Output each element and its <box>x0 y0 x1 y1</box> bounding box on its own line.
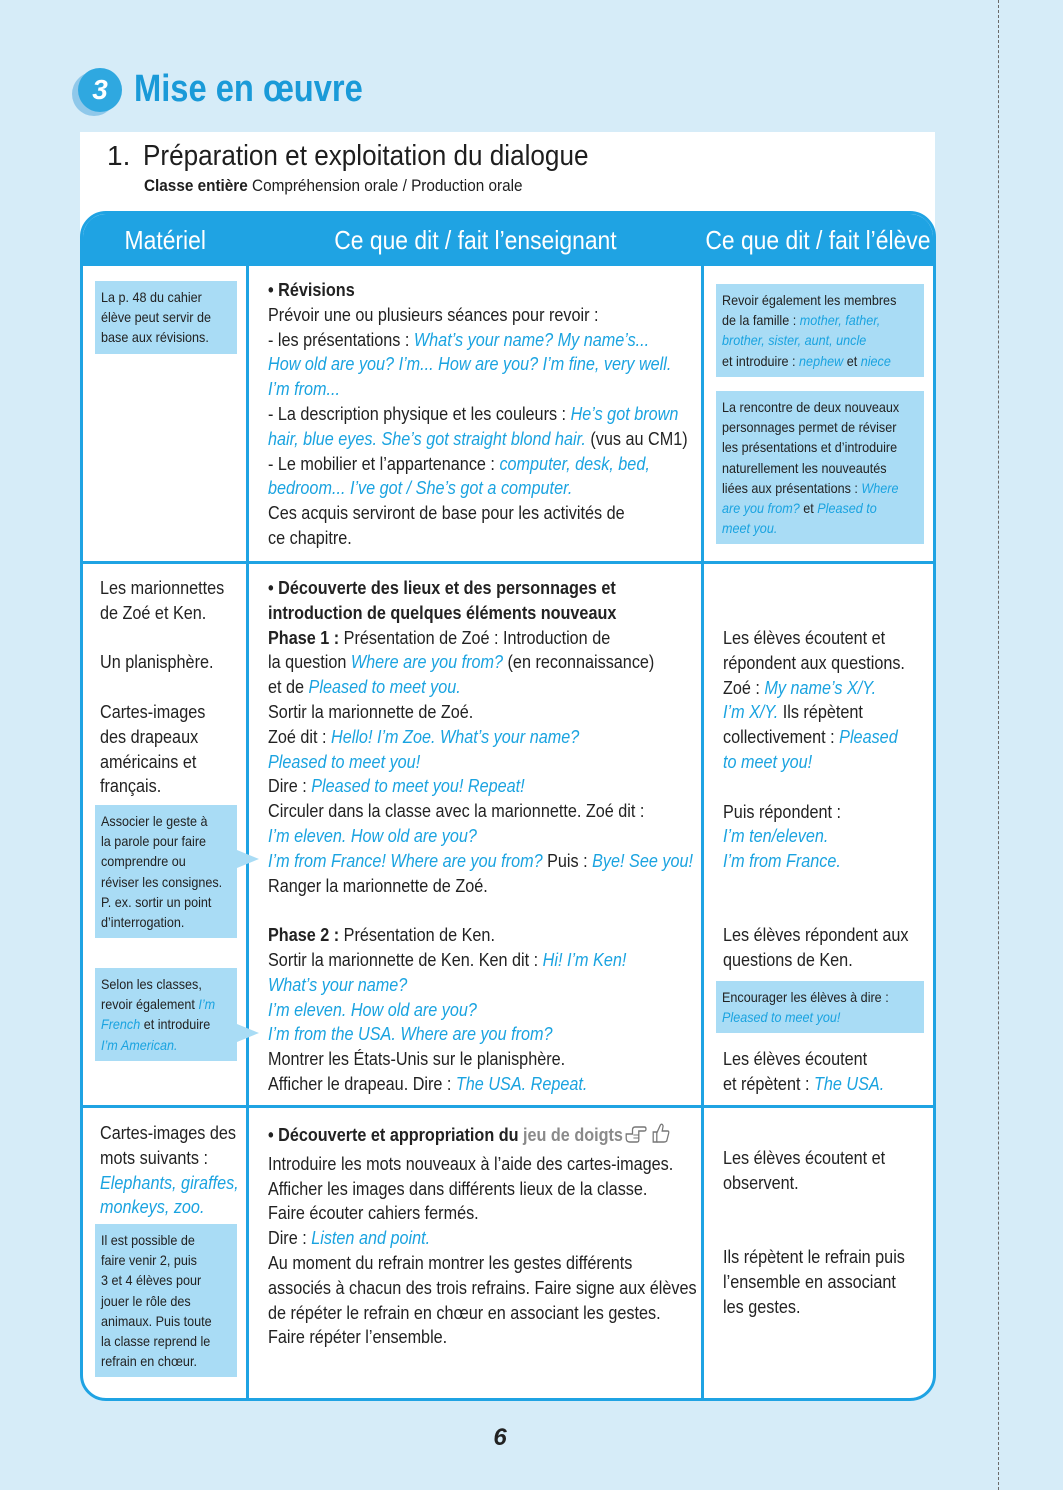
header-materiel: Matériel <box>124 224 207 255</box>
subsection-title: Préparation et exploitation du dialogue <box>143 140 589 172</box>
materiel-puppets: Les marionnettes de Zoé et Ken. Un planisphère. Cartes-images des drapeaux américains et français. <box>100 578 225 797</box>
student-repeat-usa: Les élèves écoutent et répètent : The USA. <box>723 1049 885 1094</box>
cut-line <box>998 0 999 1490</box>
teacher-revisions: • Révisions Prévoir une ou plusieurs séances pour revoir : - les présentations : What’s your name? My name’s... How old are you? I’m... How are you? I’m fine, very well. I’m from... - La description physique et les couleurs : He’s got brown hair, blue eyes. She’s got straight blond hair. (vus au CM1) - Le mobilier et l’appartenance : computer, desk, bed, bedroom... I’ve got / She’s got a computer. Ces acquis serviront de base pour les activités de ce chapitre. <box>268 280 688 548</box>
lesson-table <box>80 211 936 1401</box>
pointing-hand-icon <box>625 1122 648 1151</box>
student-note-family: Revoir également les membres de la famille : mother, father, brother, sister, aunt, uncle et introduire : nephew et niece <box>716 284 924 377</box>
subsection-number: 1. <box>107 140 131 171</box>
materiel-note-cahier: La p. 48 du cahier élève peut servir de base aux révisions. <box>95 281 237 354</box>
materiel-note-gesture: Associer le geste à la parole pour faire comprendre ou réviser les consignes. P. ex. sortir un point d’interrogation. <box>95 805 237 938</box>
table-header <box>83 214 933 266</box>
student-refrain: Ils répètent le refrain puis l’ensemble en associant les gestes. <box>723 1247 905 1317</box>
note-pointer <box>237 850 259 868</box>
teacher-decouverte: • Découverte des lieux et des personnages et introduction de quelques éléments nouveaux Phase 1 : Présentation de Zoé : Introduction de la question Where are you from? (en reconnaissance) et de Pleased to meet you. Sortir la marionnette de Zoé. Zoé dit : Hello! I’m Zoe. What’s your name? Pleased to meet you! Dire : Pleased to meet you! Repeat! Circuler dans la classe avec la marionnette. Zoé dit : I’m eleven. How old are you? I’m from France! Where are you from? Puis : Bye! See you! Ranger la marionnette de Zoé. Phase 2 : Présentation de Ken. Sortir la marionnette de Ken. Ken dit : Hi! I’m Ken! What’s your name? I’m eleven. How old are you? I’m from the USA. Where are you from? Montrer les États-Unis sur le planisphère. Afficher le drapeau. Dire : The USA. Repeat. <box>268 578 693 1094</box>
student-note-presentations: La rencontre de deux nouveaux personnages permet de réviser les présentations et d’introduire naturellement les nouveautés liées aux présentations : Where are you from? et Pleased to meet you. <box>716 391 924 544</box>
student-note-encourage: Encourager les élèves à dire : Pleased to meet you! <box>716 981 924 1033</box>
note-pointer <box>237 1024 259 1042</box>
student-phase2: Les élèves répondent aux questions de Ken. <box>723 925 909 970</box>
materiel-note-animals: Il est possible de faire venir 2, puis 3 et 4 élèves pour jouer le rôle des animaux. Puis toute la classe reprend le refrain en chœur. <box>95 1224 237 1377</box>
teacher-jeu-de-doigts: • Découverte et appropriation du jeu de doigts Introduire les mots nouveaux à l’aide des cartes-images. Afficher les images dans différents lieux de la classe. Faire écouter cahiers fermés. Dire : Listen and point. Au moment du refrain montrer les gestes différents associés à chacun des trois refrains. Faire signe aux élèves de répéter le refrain en chœur en associant les gestes. Faire répéter l’ensemble. <box>268 1121 744 1350</box>
student-observe: Les élèves écoutent et observent. <box>723 1148 886 1193</box>
materiel-cards: Cartes-images des mots suivants : Elephants, giraffes, monkeys, zoo. <box>100 1123 239 1218</box>
materiel-note-classes: Selon les classes, revoir également I’m French et introduire I’m American. <box>95 968 237 1061</box>
thumbs-up-icon <box>650 1121 672 1152</box>
section-number-badge: 3 <box>78 68 122 112</box>
header-eleve: Ce que dit / fait l’élève <box>705 224 931 255</box>
subsection-meta: Classe entière Compréhension orale / Production orale <box>144 176 523 195</box>
section-title: Mise en œuvre <box>134 68 363 110</box>
header-enseignant: Ce que dit / fait l’enseignant <box>334 224 617 255</box>
page-number: 6 <box>493 1424 507 1451</box>
student-phase1: Les élèves écoutent et répondent aux questions. Zoé : My name’s X/Y. I’m X/Y. Ils répètent collectivement : Pleased to meet you! Puis répondent : I’m ten/eleven. I’m from France. <box>723 628 905 872</box>
